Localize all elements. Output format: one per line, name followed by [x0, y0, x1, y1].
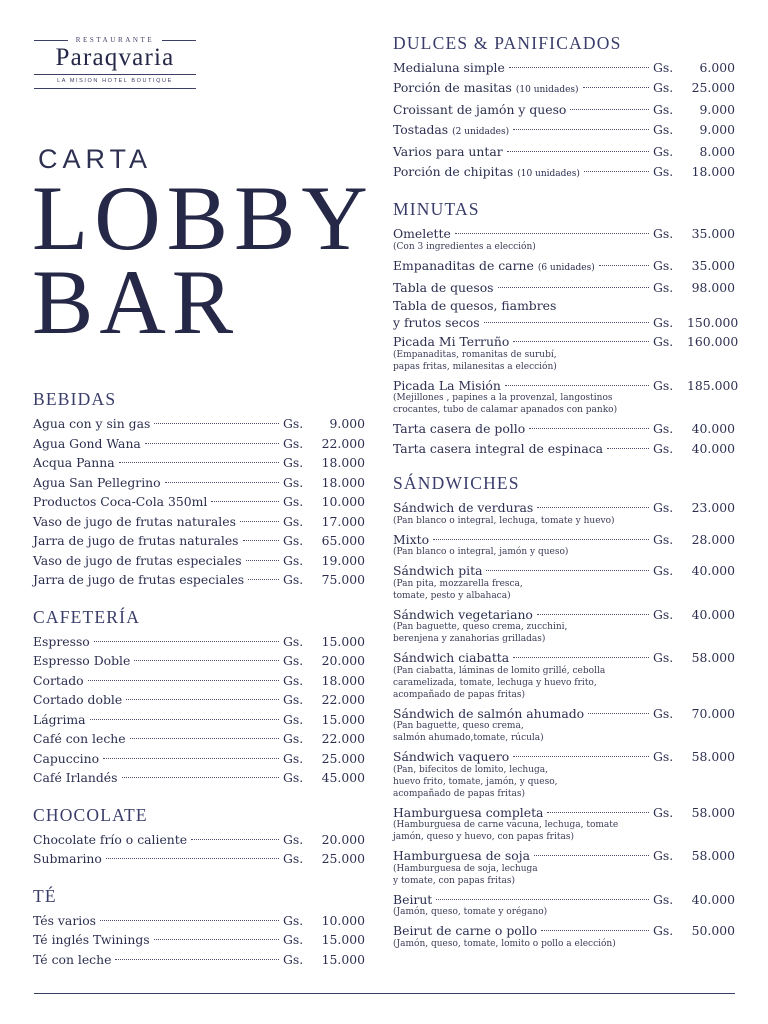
dot-leader [599, 265, 649, 266]
item-description: (Pan baguette, queso crema, zucchini, [393, 622, 568, 632]
item-currency: Gs. [653, 440, 674, 456]
item-description: (Empanaditas, romanitas de surubí, [393, 349, 557, 360]
item-name: Beirut [393, 891, 433, 907]
item-price: 9.000 [699, 102, 735, 117]
dot-leader [570, 109, 649, 110]
menu-section [393, 32, 735, 184]
menu-item [393, 419, 735, 439]
item-price: 18.000 [691, 163, 735, 179]
item-currency: Gs. [653, 891, 674, 907]
item-price: 25.000 [321, 851, 365, 866]
dot-leader [547, 812, 649, 813]
item-currency: Gs. [283, 455, 304, 470]
dot-leader [583, 87, 649, 88]
item-name: Café con leche [33, 731, 126, 746]
item-name: Tarta casera de pollo [393, 421, 526, 436]
item-name: Acqua Panna [33, 455, 115, 470]
dot-leader [507, 151, 649, 152]
item-description: crocantes, tubo de calamar apanados con panko) [393, 405, 618, 415]
dot-leader [122, 777, 280, 778]
item-price: 19.000 [321, 552, 365, 568]
item-price: 40.000 [691, 421, 735, 436]
dot-leader [584, 171, 649, 172]
item-description: (Mejillones , papines a la provenzal, langostinos [393, 393, 613, 403]
item-quantity: (6 unidades) [537, 262, 595, 273]
item-currency: Gs. [653, 606, 674, 622]
item-description: (Con 3 ingredientes a elección) [393, 241, 536, 252]
item-currency: Gs. [653, 280, 674, 295]
item-price: 9.000 [329, 416, 365, 431]
item-currency: Gs. [653, 79, 674, 95]
item-price: 22.000 [321, 435, 365, 451]
item-price: 25.000 [321, 750, 365, 766]
menu-item [33, 512, 365, 532]
dot-leader [88, 680, 279, 681]
menu-item [33, 551, 365, 571]
menu-item [33, 473, 365, 493]
item-currency: Gs. [283, 932, 304, 947]
dot-leader [90, 719, 279, 720]
logo-name: Paraqvaria [55, 44, 175, 71]
dot-leader [100, 920, 279, 921]
item-currency: Gs. [653, 923, 674, 938]
item-currency: Gs. [283, 831, 304, 847]
logo-restaurante-text: RESTAURANTE [34, 36, 196, 44]
section-title: MINUTAS [393, 199, 480, 219]
menu-item [33, 492, 365, 512]
item-name: Vaso de jugo de frutas especiales [33, 552, 242, 568]
item-currency: Gs. [283, 750, 304, 766]
menu-item [33, 768, 365, 788]
menu-item [393, 120, 735, 143]
logo-divider-bottom [34, 88, 196, 89]
item-name: Croissant de jamón y queso [393, 102, 567, 117]
item-price: 98.000 [691, 280, 735, 295]
item-price: 40.000 [691, 891, 735, 907]
menu-item [393, 58, 735, 78]
dot-leader [513, 129, 649, 130]
item-quantity: (2 unidades) [452, 126, 510, 137]
dot-leader [513, 756, 649, 757]
lobby-heading: LOBBY [32, 167, 374, 269]
item-currency: Gs. [283, 435, 304, 451]
menu-item [393, 256, 735, 279]
item-name: Café Irlandés [33, 770, 118, 785]
item-currency: Gs. [283, 572, 304, 587]
item-currency: Gs. [283, 633, 304, 649]
logo-divider [34, 74, 196, 75]
item-name: Omelette [393, 226, 451, 241]
item-currency: Gs. [653, 749, 674, 764]
dot-leader [486, 570, 649, 571]
section-title: TÉ [33, 885, 57, 906]
item-price: 40.000 [691, 440, 735, 456]
item-name: Cortado [33, 672, 84, 688]
item-name: Sándwich ciabatta [393, 650, 510, 665]
item-name: Beirut de carne o pollo [393, 923, 538, 938]
item-currency: Gs. [283, 692, 304, 707]
item-description: berenjena y zanahorias grilladas) [393, 634, 546, 644]
item-currency: Gs. [653, 421, 674, 436]
item-name: Jarra de jugo de frutas naturales [33, 533, 239, 548]
item-price: 70.000 [691, 705, 735, 721]
item-price: 58.000 [691, 804, 735, 820]
item-price: 18.000 [321, 455, 365, 470]
item-price: 45.000 [321, 770, 365, 785]
item-name: Agua San Pellegrino [33, 474, 161, 490]
item-price: 160.000 [687, 334, 739, 349]
item-currency: Gs. [653, 563, 674, 578]
item-price: 22.000 [321, 731, 365, 746]
dot-leader [433, 539, 649, 540]
item-quantity: (10 unidades) [515, 84, 579, 95]
left-column [33, 388, 365, 985]
dot-leader [145, 443, 279, 444]
dot-leader [246, 560, 279, 561]
dot-leader [134, 660, 279, 661]
item-name: Productos Coca-Cola 350ml [33, 494, 208, 509]
menu-item [393, 162, 735, 185]
item-price: 65.000 [321, 533, 365, 548]
item-description: jamón, queso y huevo, con papas fritas) [393, 832, 574, 842]
dot-leader [498, 287, 649, 288]
dot-leader [248, 579, 279, 580]
menu-item [33, 930, 365, 950]
item-currency: Gs. [283, 951, 304, 967]
item-price: 15.000 [321, 951, 365, 967]
dot-leader [154, 423, 279, 424]
dot-leader [509, 67, 649, 68]
item-currency: Gs. [283, 851, 304, 866]
item-currency: Gs. [283, 533, 304, 548]
item-description: (Jamón, queso, tomate y orégano) [393, 907, 548, 917]
menu-section [33, 885, 365, 970]
item-name: Picada La Misión [393, 377, 501, 393]
dot-leader [240, 521, 279, 522]
item-price: 18.000 [321, 474, 365, 490]
item-name: Lágrima [33, 711, 86, 727]
item-description: papas fritas, milanesitas a elección) [393, 361, 557, 372]
item-price: 150.000 [687, 314, 739, 330]
item-name: Picada Mi Terruño [393, 334, 510, 349]
dot-leader [165, 482, 279, 483]
item-currency: Gs. [283, 711, 304, 727]
dot-leader [607, 448, 649, 449]
menu-section [393, 198, 739, 458]
dot-leader [513, 341, 649, 342]
item-name: Tostadas [393, 121, 449, 137]
item-currency: Gs. [653, 163, 674, 179]
dot-leader [119, 462, 279, 463]
item-name: Cortado doble [33, 692, 123, 707]
carta-heading: CARTA [38, 144, 153, 174]
item-price: 50.000 [691, 923, 735, 938]
item-currency: Gs. [653, 531, 674, 547]
item-currency: Gs. [283, 770, 304, 785]
item-name: Espresso Doble [33, 653, 131, 668]
menu-item [33, 632, 365, 652]
item-price: 40.000 [691, 563, 735, 578]
item-description: (Hamburguesa de carne vacuna, lechuga, tomate [393, 820, 619, 830]
item-price: 9.000 [699, 121, 735, 137]
dot-leader [455, 233, 649, 234]
menu-item [393, 313, 739, 333]
dot-leader [211, 501, 279, 502]
item-price: 8.000 [699, 144, 735, 159]
item-description: acompañado de papas fritas) [393, 788, 525, 799]
dot-leader [126, 699, 279, 700]
item-currency: Gs. [653, 650, 674, 665]
item-price: 58.000 [691, 650, 735, 665]
dot-leader [529, 428, 649, 429]
menu-item [33, 671, 365, 691]
item-description: (Pan pita, mozzarella fresca, [393, 578, 523, 589]
dot-leader [154, 939, 279, 940]
item-name: Submarino [33, 851, 102, 866]
item-description: tomate, pesto y albahaca) [393, 590, 511, 601]
menu-item [393, 78, 735, 101]
item-price: 58.000 [691, 749, 735, 764]
item-price: 35.000 [691, 226, 735, 241]
logo-subtitle: LA MISION HOTEL BOUTIQUE [57, 78, 173, 84]
item-name: Agua con y sin gas [33, 416, 151, 431]
item-description: (Pan blanco o integral, lechuga, tomate y huevo) [393, 515, 615, 526]
dot-leader [436, 899, 649, 900]
item-name: Capuccino [33, 750, 100, 766]
item-currency: Gs. [653, 314, 674, 330]
item-price: 18.000 [321, 672, 365, 688]
item-description: (Pan blanco o integral, jamón y queso) [393, 547, 569, 557]
item-price: 15.000 [321, 932, 365, 947]
section-title: CAFETERÍA [33, 606, 141, 627]
dot-leader [191, 839, 279, 840]
dot-leader [537, 614, 649, 615]
item-currency: Gs. [653, 804, 674, 820]
section-title: CHOCOLATE [33, 804, 148, 825]
section-title: BEBIDAS [33, 389, 117, 409]
item-price: 25.000 [691, 79, 735, 95]
item-quantity: (10 unidades) [517, 168, 580, 179]
item-description: (Jamón, queso, tomate, lomito o pollo a elección) [393, 938, 616, 949]
menu-item [393, 278, 735, 298]
menu-section [33, 388, 365, 590]
item-description: caramelizada, tomate, lechuga y huevo frito, [393, 677, 597, 688]
item-price: 20.000 [321, 653, 365, 668]
item-price: 28.000 [691, 531, 735, 547]
item-price: 185.000 [687, 377, 739, 393]
item-name: Vaso de jugo de frutas naturales [33, 513, 236, 529]
menu-item [33, 531, 365, 551]
item-name: Agua Gond Wana [33, 435, 141, 451]
item-description: (Hamburguesa de soja, lechuga [393, 863, 538, 874]
item-name: Tarta casera integral de espinaca [393, 440, 604, 456]
section-title: SÁNDWICHES [393, 473, 520, 493]
bar-heading: BAR [32, 251, 240, 353]
item-currency: Gs. [653, 705, 674, 721]
item-price: 40.000 [691, 606, 735, 622]
menu-item [33, 690, 365, 710]
item-name: Sándwich pita [393, 563, 483, 578]
item-currency: Gs. [283, 494, 304, 509]
item-currency: Gs. [283, 416, 304, 431]
item-name: Té inglés Twinings [33, 932, 150, 947]
menu-item [33, 830, 365, 850]
item-currency: Gs. [653, 60, 674, 75]
item-price: 17.000 [321, 513, 365, 529]
item-name: Sándwich vegetariano [393, 606, 533, 622]
menu-item [33, 651, 365, 671]
menu-item [33, 911, 365, 931]
menu-item [33, 950, 365, 970]
item-name: Mixto [393, 531, 430, 547]
item-price: 23.000 [691, 500, 735, 515]
item-description: (Pan ciabatta, láminas de lomito grillé, cebolla [393, 665, 606, 676]
menu-item [33, 453, 365, 473]
right-column [393, 32, 739, 964]
dot-leader [243, 540, 279, 541]
item-price: 6.000 [699, 60, 735, 75]
dot-leader [541, 930, 649, 931]
item-name: Sándwich de verduras [393, 500, 534, 515]
section-title: DULCES & PANIFICADOS [393, 33, 622, 53]
menu-item [33, 414, 365, 434]
dot-leader [505, 385, 649, 386]
dot-leader [94, 641, 279, 642]
footer-divider [34, 993, 735, 994]
menu-item [33, 434, 365, 454]
item-name: Empanaditas de carne [393, 257, 534, 273]
item-currency: Gs. [653, 144, 674, 159]
item-name: y frutos secos [393, 314, 480, 330]
item-name: Sándwich de salmón ahumado [393, 705, 585, 721]
item-currency: Gs. [653, 848, 674, 863]
item-description: acompañado de papas fritas) [393, 689, 525, 700]
item-price: 58.000 [691, 848, 735, 863]
item-name: Chocolate frío o caliente [33, 831, 188, 847]
item-currency: Gs. [283, 672, 304, 688]
item-name: Medialuna simple [393, 60, 505, 75]
restaurant-logo [34, 36, 196, 89]
item-currency: Gs. [653, 102, 674, 117]
item-price: 75.000 [321, 572, 365, 587]
menu-item [33, 729, 365, 749]
item-price: 15.000 [321, 711, 365, 727]
item-currency: Gs. [653, 377, 674, 393]
item-currency: Gs. [283, 912, 304, 928]
menu-item [393, 439, 735, 459]
item-currency: Gs. [283, 513, 304, 529]
item-currency: Gs. [653, 121, 674, 137]
menu-section [393, 472, 735, 950]
item-price: 35.000 [691, 257, 735, 273]
dot-leader [106, 858, 279, 859]
item-name: Té con leche [33, 951, 112, 967]
menu-item [393, 100, 735, 120]
item-name: Varios para untar [393, 144, 503, 159]
item-name: Sándwich vaquero [393, 749, 510, 764]
dot-leader [103, 758, 279, 759]
dot-leader [513, 657, 649, 658]
item-price: 10.000 [321, 494, 365, 509]
item-name: Porción de chipitas [393, 163, 514, 179]
dot-leader [130, 738, 279, 739]
item-name: Espresso [33, 633, 90, 649]
item-currency: Gs. [653, 226, 674, 241]
item-name: Tabla de quesos [393, 280, 494, 295]
menu-item [33, 570, 365, 590]
item-name: Porción de masitas [393, 79, 512, 95]
item-name-line: Tabla de quesos, fiambres [393, 297, 557, 313]
item-currency: Gs. [653, 257, 674, 273]
menu-section [33, 606, 365, 788]
item-description: huevo frito, tomate, jamón, y queso, [393, 776, 558, 787]
menu-item [33, 710, 365, 730]
dot-leader [588, 713, 649, 714]
item-currency: Gs. [653, 500, 674, 515]
menu-section [33, 804, 365, 869]
item-price: 22.000 [321, 692, 365, 707]
dot-leader [534, 855, 649, 856]
item-currency: Gs. [283, 474, 304, 490]
item-currency: Gs. [283, 552, 304, 568]
item-name: Hamburguesa completa [393, 804, 544, 820]
item-price: 20.000 [321, 831, 365, 847]
item-name: Tés varios [33, 912, 97, 928]
dot-leader [484, 322, 649, 323]
item-description: (Pan, bifecitos de lomito, lechuga, [393, 764, 549, 775]
item-currency: Gs. [653, 334, 674, 349]
dot-leader [115, 959, 279, 960]
menu-item [33, 749, 365, 769]
menu-item [393, 142, 735, 162]
item-price: 10.000 [321, 912, 365, 928]
item-currency: Gs. [283, 731, 304, 746]
item-description: salmón ahumado,tomate, rúcula) [393, 733, 544, 743]
menu-item [33, 849, 365, 869]
item-description: (Pan baguette, queso crema, [393, 721, 524, 731]
item-description: y tomate, con papas fritas) [393, 875, 516, 886]
item-price: 15.000 [321, 633, 365, 649]
item-currency: Gs. [283, 653, 304, 668]
dot-leader [537, 507, 649, 508]
item-name: Hamburguesa de soja [393, 848, 530, 863]
item-name: Jarra de jugo de frutas especiales [33, 572, 245, 587]
